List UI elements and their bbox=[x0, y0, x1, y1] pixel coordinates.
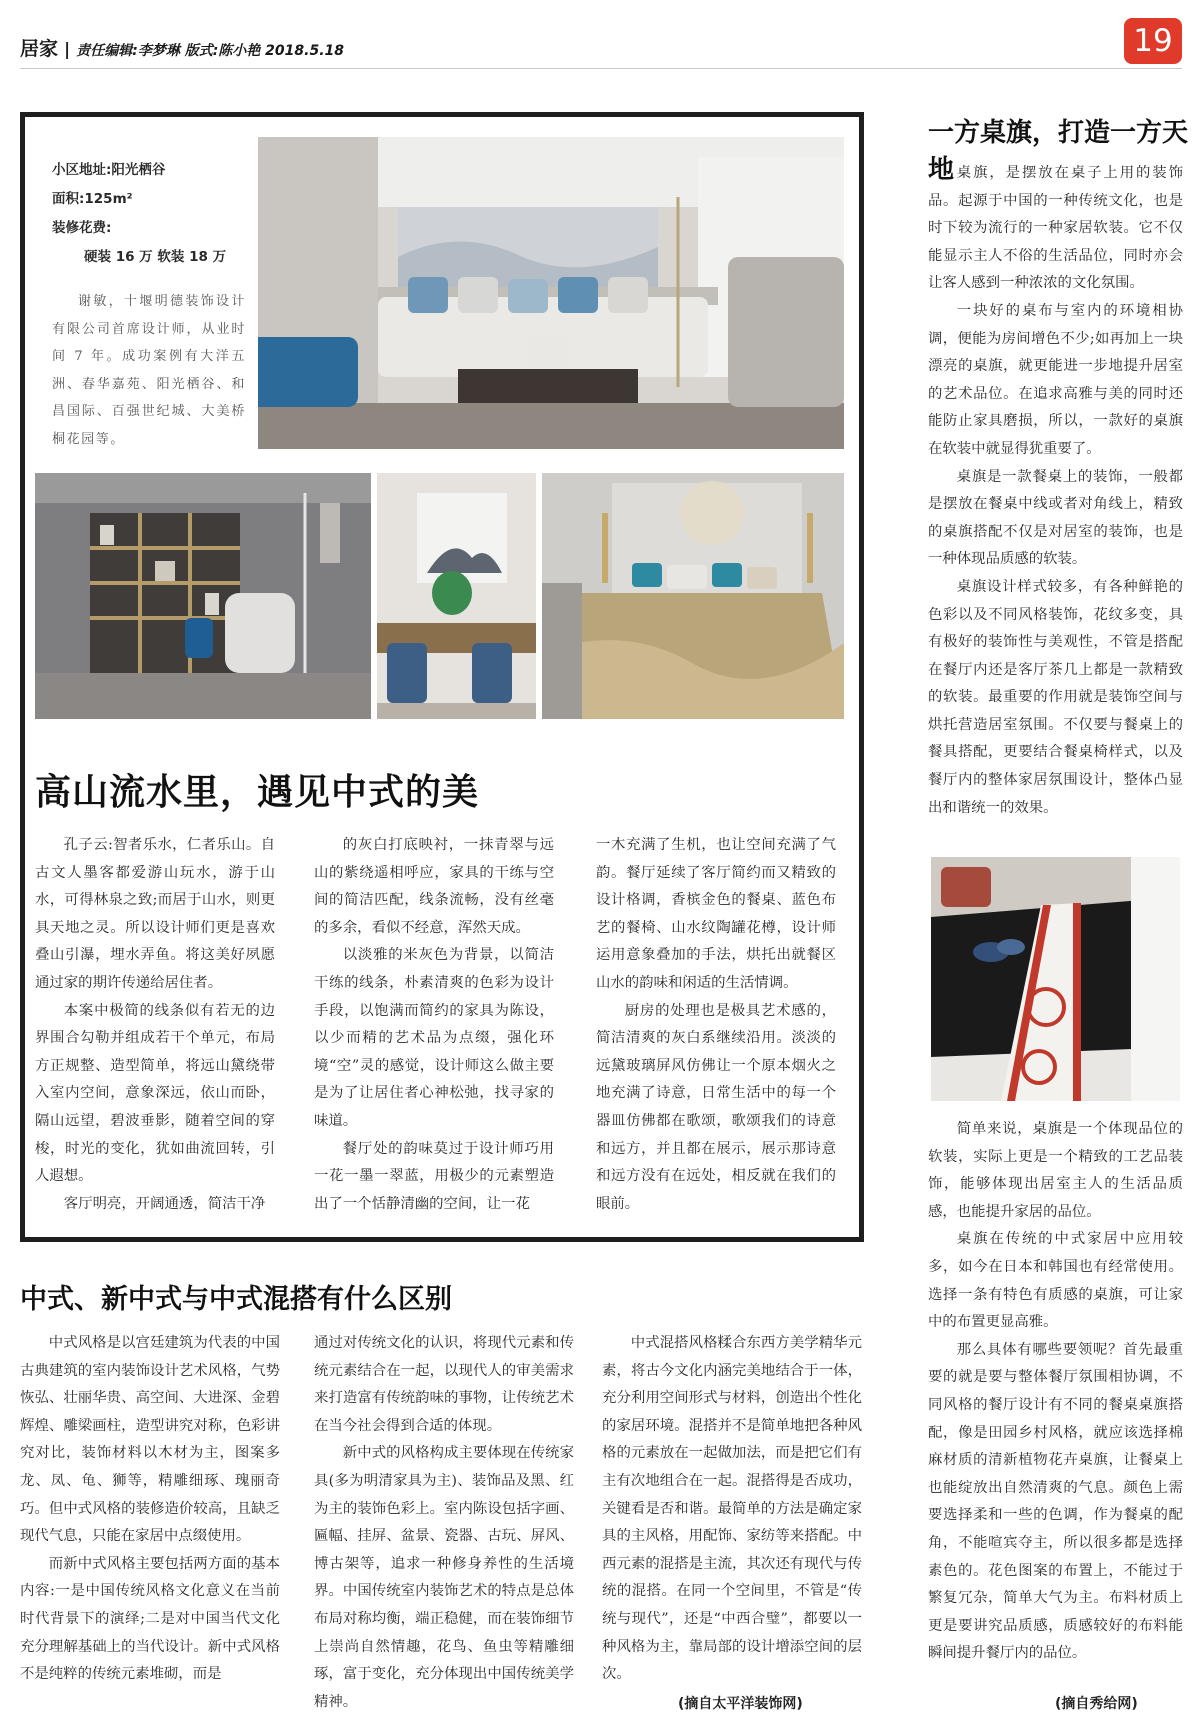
paragraph: 厨房的处理也是极具艺术感的，简洁清爽的灰白系继续沿用。淡淡的远黛玻璃屏风仿佛让一个原本烟火之地充满了诗意，日常生活中的每一个器皿仿佛都在歌颂，歌颂我们的诗意和远方，并且都在展示，展示那诗意和远方没有在远处，相反就在我们的眼前。 bbox=[596, 1002, 836, 1212]
dining-room-photo bbox=[377, 473, 536, 719]
bedroom-photo bbox=[542, 473, 844, 719]
paragraph: 桌旗设计样式较多，有各种鲜艳的色彩以及不同风格装饰，花纹多变，具有极好的装饰性与美观性，不管是搭配在餐厅内还是客厅茶几上都是一款精致的软装。最重要的作用就是装饰空间与烘托营造居室氛围。不仅要与餐桌上的餐具搭配，更要结合餐桌椅样式，以及餐厅内的整体家居氛围设计，整体凸显出和谐统一的效果。 bbox=[928, 578, 1183, 816]
paragraph: 餐厅处的韵味莫过于设计师巧用一花一墨一翠蓝，用极少的元素塑造出了一个恬静清幽的空间，让一花 bbox=[314, 1140, 554, 1212]
paragraph: 通过对传统文化的认识，将现代元素和传统元素结合在一起，以现代人的审美需求来打造富有传统韵味的事物，让传统艺术在当今社会得到合适的体现。 bbox=[314, 1335, 574, 1434]
study-room-photo bbox=[35, 473, 371, 719]
page-number-badge: 19 bbox=[1124, 18, 1182, 64]
paragraph: 新中式的风格构成主要体现在传统家具(多为明清家具为主)、装饰品及黑、红为主的装饰色彩上。室内陈设包括字画、匾幅、挂屏、盆景、瓷器、古玩、屏风、博古架等，追求一种修身养性的生活境界。中国传统室内装饰艺术的特点是总体布局对称均衡，端正稳健，而在装饰细节上崇尚自然情趣，花鸟、鱼虫等精雕细琢，富于变化，充分体现出中国传统美学精神。 bbox=[314, 1445, 574, 1710]
header-separator: | bbox=[64, 40, 71, 60]
paragraph: 一木充满了生机，也让空间充满了气韵。餐厅延续了客厅简约而又精致的设计格调，香槟金色的餐桌、蓝色布艺的餐椅、山水纹陶罐花樽，设计师运用意象叠加的手法，烘托出就餐区山水的韵味和闲适的生活情调。 bbox=[596, 837, 836, 991]
bottom-column-3 bbox=[602, 1330, 862, 1689]
paragraph: 中式混搭风格糅合东西方美学精华元素，将古今文化内涵完美地结合于一体，充分利用空间形式与材料，创造出个性化的家居环境。混搭并不是简单地把各种风格的元素放在一起做加法，而是把它们有主有次地组合在一起。混搭得是否成功，关键看是否和谐。最简单的方法是确定家具的主风格，用配饰、家纺等来搭配。中西元素的混搭是主流，其次还有现代与传统的混搭。在同一个空间里，不管是“传统与现代”，还是“中西合璧”，都要以一种风格为主，靠局部的设计增添空间的层次。 bbox=[602, 1335, 862, 1683]
property-address: 小区地址:阳光栖谷 bbox=[52, 162, 166, 178]
bottom-column-1 bbox=[20, 1330, 280, 1689]
paragraph: 孔子云:智者乐水，仁者乐山。自古文人墨客都爱游山玩水，游于山水，可得林泉之致;而居于山水，则更具天地之灵。所以设计师们更是喜欢叠山引瀑，埋水弄鱼。将这美好夙愿通过家的期许传递给居住者。 bbox=[35, 837, 275, 991]
paragraph: 简单来说，桌旗是一个体现品位的软装，实际上更是一个精致的工艺品装饰，能够体现出居室主人的生活品质感，也能提升家居的品位。 bbox=[928, 1121, 1183, 1220]
paragraph: 的灰白打底映衬，一抹青翠与远山的紫绕遥相呼应，家具的干练与空间的简洁匹配，线条流畅，没有丝毫的多余，看似不经意，浑然天成。 bbox=[314, 837, 554, 936]
paragraph: 以淡雅的米灰色为背景，以简洁干练的线条，朴素清爽的色彩为设计手段，以饱满而简约的家具为陈设，以少而精的艺术品为点缀，强化环境“空”灵的感觉，设计师这么做主要是为了让居住者心神松弛，找寻家的味道。 bbox=[314, 947, 554, 1129]
bottom-column-2 bbox=[314, 1330, 574, 1716]
header-rule bbox=[20, 68, 1182, 69]
right-article-source: (摘自秀给网) bbox=[1055, 1696, 1138, 1712]
feature-title: 高山流水里，遇见中式的美 bbox=[35, 771, 480, 813]
living-room-photo bbox=[258, 137, 844, 449]
paragraph: 而新中式风格主要包括两方面的基本内容:一是中国传统风格文化意义在当前时代背景下的演绎;二是对中国当代文化充分理解基础上的当代设计。新中式风格不是纯粹的传统元素堆砌，而是 bbox=[20, 1555, 280, 1683]
paragraph: 客厅明亮，开阔通透，简洁干净 bbox=[63, 1195, 266, 1212]
paragraph: 那么具体有哪些要领呢？首先最重要的就是要与整体餐厅氛围相协调，不同风格的餐厅设计有不同的餐桌桌旗搭配，像是田园乡村风格，就应该选择棉麻材质的清新植物花卉桌旗，让餐桌上也能绽放出自然清爽的气息。颜色上需要选择柔和一些的色调，作为餐桌的配角，不能喧宾夺主，所以很多都是选择素色的。花色图案的布置上，不能过于繁复冗杂，简单大气为主。布料材质上更是要讲究品质感，质感较好的布料能瞬间提升餐厅内的品位。 bbox=[928, 1341, 1183, 1662]
feature-column-2 bbox=[314, 832, 554, 1218]
paragraph: 本案中极简的线条似有若无的边界围合勾勒并组成若干个单元，布局方正规整、造型简单，将远山黛绕带入室内空间，意象深远，依山而卧，隔山远望，碧波垂影，随着空间的穿梭，时光的变化，犹如曲流回转，引人遐想。 bbox=[35, 1002, 275, 1185]
property-info bbox=[52, 156, 248, 272]
table-runner-photo bbox=[931, 857, 1180, 1101]
designer-bio: 谢敏，十堰明德装饰设计有限公司首席设计师，从业时间 7 年。成功案例有大洋五洲、春华嘉苑、阳光栖谷、和昌国际、百强世纪城、大美桥桐花园等。 bbox=[52, 294, 246, 447]
page-header bbox=[20, 34, 344, 64]
bottom-article-title: 中式、新中式与中式混搭有什么区别 bbox=[20, 1284, 452, 1315]
section-title: 居家 bbox=[20, 38, 59, 60]
editor-info: 责任编辑:李梦琳 版式:陈小艳 2018.5.18 bbox=[76, 43, 345, 59]
right-article-body-bottom bbox=[928, 1116, 1183, 1668]
property-area: 面积:125m² bbox=[52, 191, 133, 207]
paragraph: 桌旗，是摆放在桌子上用的装饰品。起源于中国的一种传统文化，也是时下较为流行的一种家居软装。它不仅能显示主人不俗的生活品位，同时亦会让客人感到一种浓浓的文化氛围。 bbox=[928, 165, 1183, 292]
right-article-body-top bbox=[928, 160, 1183, 822]
cost-label: 装修花费: bbox=[52, 220, 112, 236]
paragraph: 中式风格是以宫廷建筑为代表的中国古典建筑的室内装饰设计艺术风格，气势恢弘、壮丽华贵、高空间、大进深、金碧辉煌、雕梁画柱，造型讲究对称，色彩讲究对比，装饰材料以木材为主，图案多龙、凤、龟、狮等，精雕细琢、瑰丽奇巧。但中式风格的装修造价较高，且缺乏现代气息，只能在家居中点缀使用。 bbox=[20, 1335, 280, 1545]
paragraph: 一块好的桌布与室内的环境相协调，便能为房间增色不少;如再加上一块漂亮的桌旗，就更能进一步地提升居室的艺术品位。在追求高雅与美的同时还能防止家具磨损，所以，一款好的桌旗在软装中就显得犹重要了。 bbox=[928, 302, 1183, 457]
right-article-title: 一方桌旗，打造一方天地 bbox=[928, 118, 1189, 185]
cost-value: 硬装 16 万 软装 18 万 bbox=[84, 249, 227, 265]
feature-column-1 bbox=[35, 832, 275, 1218]
paragraph: 桌旗是一款餐桌上的装饰，一般都是摆放在餐桌中线或者对角线上，精致的桌旗搭配不仅是对居室的装饰，也是一种体现品质感的软装。 bbox=[928, 468, 1183, 568]
feature-column-3 bbox=[596, 832, 836, 1218]
paragraph: 桌旗在传统的中式家居中应用较多，如今在日本和韩国也有经常使用。选择一条有特色有质感的桌旗，可让家中的布置更显高雅。 bbox=[928, 1231, 1183, 1331]
bottom-article-source: (摘自太平洋装饰网) bbox=[678, 1696, 803, 1712]
